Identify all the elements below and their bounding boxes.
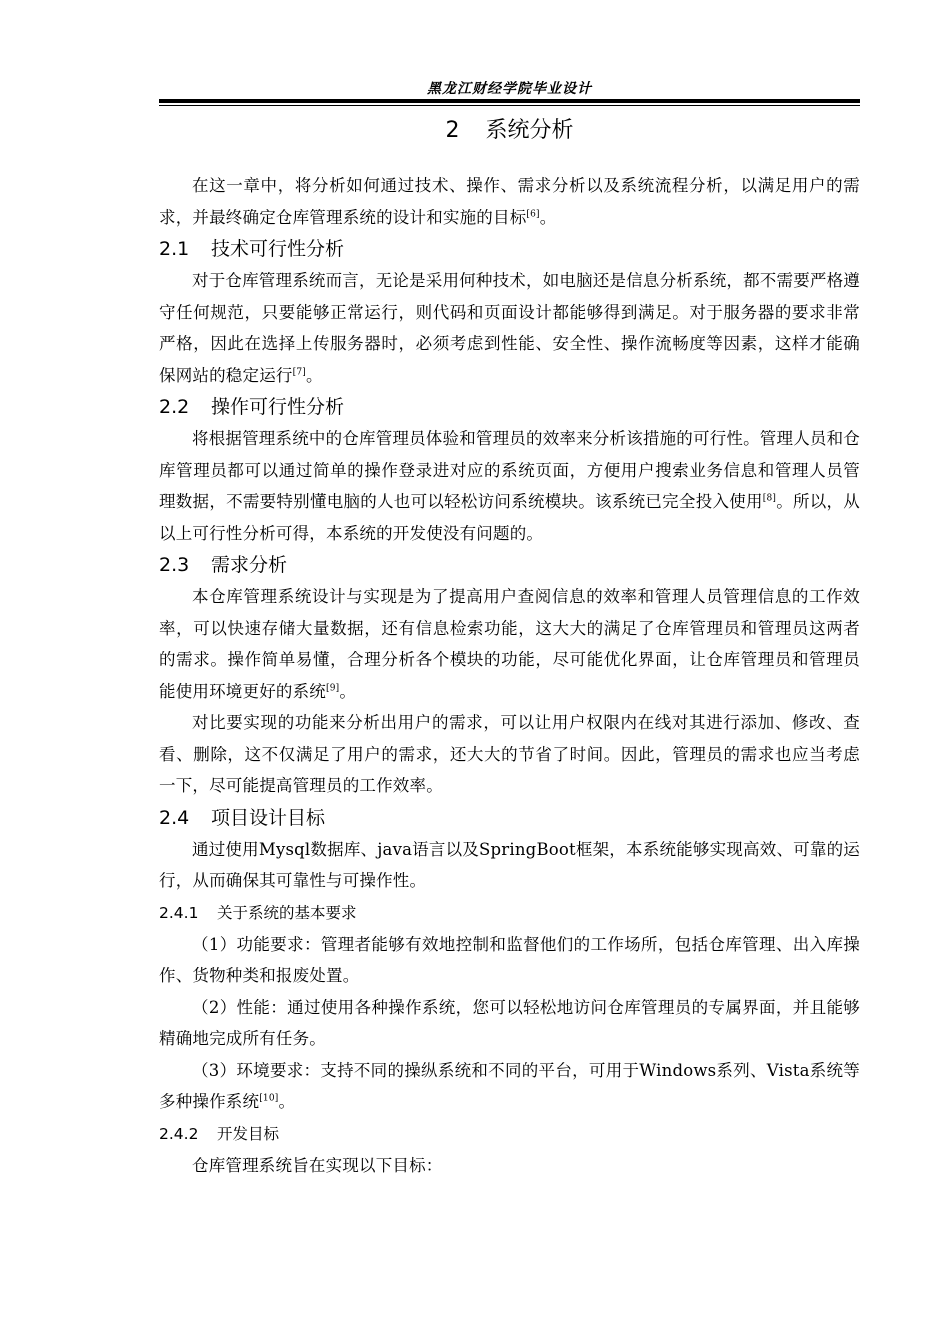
intro-text: 在这一章中，将分析如何通过技术、操作、需求分析以及系统流程分析，以满足用户的需求，并最终确定仓库管理系统的设计和实施的目标 (159, 176, 860, 227)
paragraph-2-1 (159, 265, 860, 391)
chapter-number: 2 (445, 118, 460, 143)
citation: [8] (762, 493, 777, 504)
section-title: 关于系统的基本要求 (217, 903, 357, 922)
section-heading-2-4-2 (159, 1118, 860, 1150)
paragraph-2-4: 通过使用Mysql数据库、java语言以及SpringBoot框架，本系统能够实现高效、可靠的运行，从而确保其可靠性与可操作性。 (159, 839, 860, 890)
paragraph-text: （3）环境要求：支持不同的操纵系统和不同的平台，可用于Windows系列、Vista系统等多种操作系统 (159, 1060, 860, 1111)
paragraph-2-2 (159, 423, 860, 549)
paragraph-text: 对于仓库管理系统而言，无论是采用何种技术，如电脑还是信息分析系统，都不需要严格遵守任何规范，只要能够正常运行，则代码和页面设计都能够得到满足。对于服务器的要求非常严格，因此在选择上传服务器时，必须考虑到性能、安全性、操作流畅度等因素，这样才能确保网站的稳定运行 (159, 271, 860, 385)
section-number: 2.2 (159, 396, 190, 418)
paragraph-2-3-b: 对比要实现的功能来分析出用户的需求，可以让用户权限内在线对其进行添加、修改、查看、删除，这不仅满足了用户的需求，还大大的节省了时间。因此，管理员的需求也应当考虑一下，尽可能提高管理员的工作效率。 (159, 713, 860, 795)
section-heading-2-4 (159, 802, 860, 834)
section-number: 2.1 (159, 238, 190, 260)
section-title: 项目设计目标 (211, 806, 326, 829)
paragraph-end: 。 (305, 365, 323, 385)
paragraph-text-continued: 。所以，从以上可行性分析可得，本系统的开发使没有问题的。 (159, 492, 860, 543)
page-header: 黑龙江财经学院毕业设计 (427, 81, 592, 97)
citation: [6] (526, 209, 540, 219)
paragraph-2-3-a (159, 581, 860, 707)
chapter-title (159, 114, 860, 148)
header-rule-thick (159, 99, 860, 103)
section-title: 需求分析 (211, 554, 288, 576)
citation: [9] (326, 683, 340, 693)
citation: [10] (259, 1093, 279, 1104)
section-heading-2-4-1 (159, 897, 860, 929)
paragraph-text: 本仓库管理系统设计与实现是为了提高用户查阅信息的效率和管理人员管理信息的工作效率，可以快速存储大量数据，还有信息检索功能，这大大的满足了仓库管理员和管理员这两者的需求。操作简单易懂，合理分析各个模块的功能，尽可能优化界面，让仓库管理员和管理员能使用环境更好的系统 (159, 587, 860, 701)
section-number: 2.3 (159, 554, 190, 576)
paragraph-text: 将根据管理系统中的仓库管理员体验和管理员的效率来分析该措施的可行性。管理人员和仓库管理员都可以通过简单的操作登录进对应的系统页面，方便用户搜索业务信息和管理人员管理数据，不需要特别懂电脑的人也可以轻松访问系统模块。该系统已完全投入使用 (159, 429, 860, 511)
section-heading-2-2 (159, 391, 860, 423)
section-number: 2.4 (159, 806, 190, 829)
section-number: 2.4.1 (159, 903, 199, 922)
section-heading-2-3 (159, 549, 860, 581)
citation: [7] (292, 367, 306, 377)
requirement-item-3 (159, 1055, 860, 1118)
section-heading-2-1 (159, 233, 860, 265)
header-rule-thin (159, 105, 860, 106)
paragraph-end: 。 (278, 1092, 296, 1111)
chapter-name: 系统分析 (485, 118, 574, 143)
section-title: 开发目标 (217, 1124, 280, 1143)
intro-end: 。 (539, 207, 557, 227)
requirement-item-2: （2）性能：通过使用各种操作系统，您可以轻松地访问仓库管理员的专属界面，并且能够精确地完成所有任务。 (159, 997, 860, 1048)
paragraph-end: 。 (339, 681, 357, 701)
intro-paragraph (159, 170, 860, 233)
section-title: 操作可行性分析 (211, 396, 345, 418)
section-title: 技术可行性分析 (211, 238, 345, 260)
requirement-item-1: （1）功能要求：管理者能够有效地控制和监督他们的工作场所，包括仓库管理、出入库操作、货物种类和报废处置。 (159, 934, 860, 985)
paragraph-2-4-2: 仓库管理系统旨在实现以下目标： (192, 1155, 443, 1175)
section-number: 2.4.2 (159, 1124, 199, 1143)
page-content (159, 114, 860, 1181)
